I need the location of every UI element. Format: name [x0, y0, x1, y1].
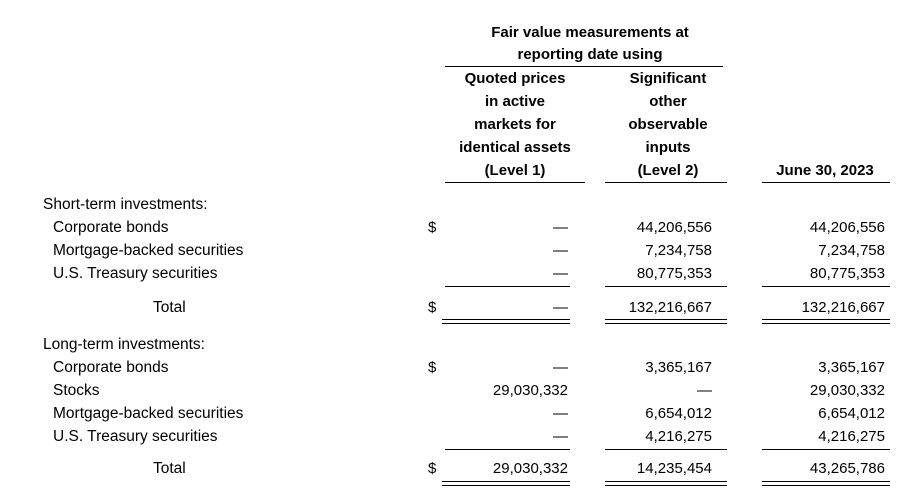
- level2-value: 7,234,758: [645, 242, 712, 259]
- level1-value: —: [553, 405, 568, 422]
- col-header-level2-line: other: [649, 93, 687, 110]
- section-label-long-term: Long-term investments:: [43, 336, 205, 353]
- total-value: 7,234,758: [818, 242, 885, 259]
- subtotal-rule-level1: [445, 286, 570, 287]
- currency-symbol: $: [428, 460, 437, 477]
- subtotal-rule-level2: [605, 286, 727, 287]
- level2-value: 132,216,667: [628, 299, 712, 316]
- total-value: 6,654,012: [818, 405, 885, 422]
- group-title-rule: [445, 66, 723, 67]
- group-title-line-1: Fair value measurements at: [491, 24, 689, 41]
- level2-value: 80,775,353: [636, 265, 712, 282]
- total-value: 43,265,786: [809, 460, 885, 477]
- total-label: Total: [153, 460, 186, 477]
- subtotal-rule-level1: [445, 449, 570, 450]
- level1-value: —: [553, 265, 568, 282]
- level2-value: —: [697, 382, 712, 399]
- col-header-level2-line: Significant: [629, 70, 707, 87]
- level2-value: 14,235,454: [636, 460, 712, 477]
- total-double-rule-level1: [442, 319, 570, 324]
- col-header-level1-line: in active: [484, 93, 546, 110]
- row-label: U.S. Treasury securities: [53, 265, 218, 282]
- total-value: 132,216,667: [801, 299, 885, 316]
- row-label: Mortgage-backed securities: [53, 242, 244, 259]
- subtotal-rule-total: [762, 449, 890, 450]
- total-value: 80,775,353: [809, 265, 885, 282]
- col-header-level1-line: Quoted prices: [464, 70, 566, 87]
- level2-value: 44,206,556: [636, 219, 712, 236]
- col-header-level2-rule: [605, 182, 727, 183]
- row-label: U.S. Treasury securities: [53, 428, 218, 445]
- col-header-level1-rule: [445, 182, 585, 183]
- total-value: 3,365,167: [818, 359, 885, 376]
- col-header-total: June 30, 2023: [776, 162, 874, 179]
- total-double-rule-level1: [442, 481, 570, 486]
- row-label: Corporate bonds: [53, 219, 169, 236]
- level1-value: 29,030,332: [492, 460, 568, 477]
- col-header-total-rule: [762, 182, 890, 183]
- col-header-level1-line: identical assets: [459, 139, 571, 156]
- total-double-rule-level2: [605, 481, 727, 486]
- total-double-rule-total: [762, 319, 890, 324]
- total-label: Total: [153, 299, 186, 316]
- level1-value: 29,030,332: [492, 382, 568, 399]
- level2-value: 3,365,167: [645, 359, 712, 376]
- total-double-rule-level2: [605, 319, 727, 324]
- currency-symbol: $: [428, 219, 437, 236]
- level1-value: —: [553, 242, 568, 259]
- subtotal-rule-total: [762, 286, 890, 287]
- level1-value: —: [553, 359, 568, 376]
- row-label: Mortgage-backed securities: [53, 405, 244, 422]
- col-header-level1-line: markets for: [474, 116, 556, 133]
- col-header-level2-line: inputs: [645, 139, 691, 156]
- row-label: Corporate bonds: [53, 359, 169, 376]
- section-label-short-term: Short-term investments:: [43, 196, 208, 213]
- level1-value: —: [553, 428, 568, 445]
- currency-symbol: $: [428, 359, 437, 376]
- currency-symbol: $: [428, 299, 437, 316]
- subtotal-rule-level2: [605, 449, 727, 450]
- total-value: 29,030,332: [809, 382, 885, 399]
- group-title-line-2: reporting date using: [517, 46, 663, 63]
- level2-value: 6,654,012: [645, 405, 712, 422]
- level2-value: 4,216,275: [645, 428, 712, 445]
- level1-value: —: [553, 219, 568, 236]
- total-double-rule-total: [762, 481, 890, 486]
- total-value: 44,206,556: [809, 219, 885, 236]
- level1-value: —: [553, 299, 568, 316]
- row-label: Stocks: [53, 382, 100, 399]
- col-header-level2-line: (Level 2): [637, 162, 699, 179]
- total-value: 4,216,275: [818, 428, 885, 445]
- col-header-level1-line: (Level 1): [484, 162, 546, 179]
- col-header-level2-line: observable: [628, 116, 708, 133]
